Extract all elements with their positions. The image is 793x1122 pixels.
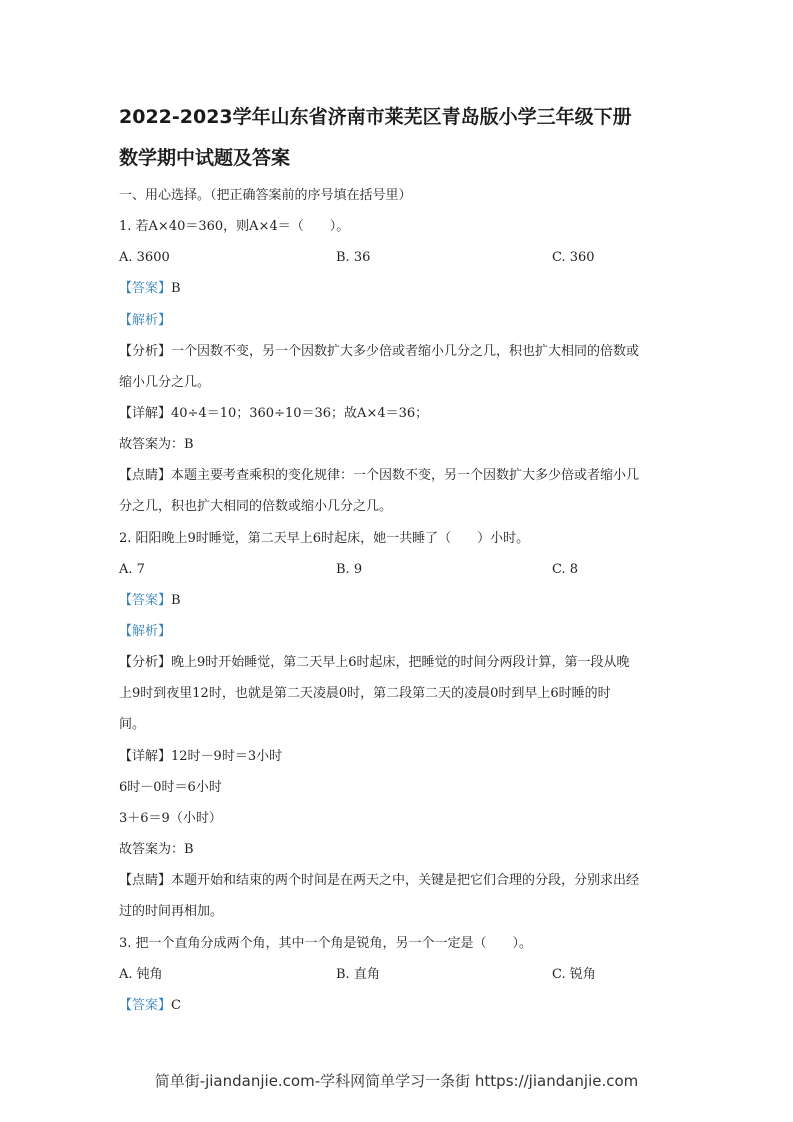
question-2-analysis-tag: 【解析】	[119, 624, 172, 639]
question-1-answer	[119, 281, 181, 297]
question-2-fenxi	[119, 655, 630, 671]
question-1-dianjing	[119, 468, 639, 484]
question-2-answer	[119, 593, 181, 609]
document-title-line1: 2022-2023学年山东省济南市莱芜区青岛版小学三年级下册	[119, 106, 632, 128]
document-title-line2: 数学期中试题及答案	[119, 147, 291, 169]
question-1-xiangjie	[119, 406, 428, 422]
question-2-fenxi-cont: 上9时到夜里12时，也就是第二天凌晨0时，第二段第二天的凌晨0时到早上6时睡的时	[119, 686, 611, 701]
dianjing-text: 本题开始和结束的两个时间是在两天之中，关键是把它们合理的分段，分别求出经	[171, 873, 640, 888]
dianjing-text: 本题主要考查乘积的变化规律：一个因数不变，另一个因数扩大多少倍或者缩小几	[171, 468, 640, 483]
fenxi-tag: 【分析】	[119, 344, 172, 359]
xiangjie-tag: 【详解】	[119, 749, 172, 764]
xiangjie-tag: 【详解】	[119, 406, 172, 421]
question-1-fenxi-cont: 缩小几分之几。	[119, 375, 211, 390]
section-heading: 一、用心选择。（把正确答案前的序号填在括号里）	[119, 188, 412, 203]
question-2-fenxi-cont2: 间。	[119, 717, 146, 732]
question-1-fenxi	[119, 344, 639, 360]
question-3-option-b: B. 直角	[336, 967, 380, 982]
question-1-stem: 1. 若A×40＝360，则A×4＝（ ）。	[119, 219, 350, 234]
answer-tag: 【答案】	[119, 593, 172, 608]
question-1-dianjing-cont: 分之几，积也扩大相同的倍数或缩小几分之几。	[119, 499, 393, 514]
question-1-final-answer: 故答案为：B	[119, 437, 194, 452]
answer-value: B	[171, 281, 181, 296]
question-3-answer	[119, 998, 181, 1014]
answer-value: B	[171, 593, 181, 608]
question-2-final-answer: 故答案为：B	[119, 842, 194, 857]
dianjing-tag: 【点睛】	[119, 468, 172, 483]
question-2-xiangjie-step2: 6时－0时＝6小时	[119, 780, 222, 795]
question-1-option-b: B. 36	[336, 250, 371, 265]
question-1-option-a: A. 3600	[119, 250, 170, 265]
question-1-analysis-tag: 【解析】	[119, 313, 172, 328]
fenxi-text: 晚上9时开始睡觉，第二天早上6时起床，把睡觉的时间分两段计算，第一段从晚	[171, 655, 630, 670]
fenxi-text: 一个因数不变，另一个因数扩大多少倍或者缩小几分之几，积也扩大相同的倍数或	[171, 344, 640, 359]
question-2-option-b: B. 9	[336, 562, 363, 577]
dianjing-tag: 【点睛】	[119, 873, 172, 888]
question-2-dianjing	[119, 873, 639, 889]
question-2-stem: 2. 阳阳晚上9时睡觉，第二天早上6时起床，她一共睡了（ ）小时。	[119, 531, 530, 546]
question-3-stem: 3. 把一个直角分成两个角，其中一个角是锐角，另一个一定是（ ）。	[119, 936, 533, 951]
fenxi-tag: 【分析】	[119, 655, 172, 670]
question-2-dianjing-cont: 过的时间再相加。	[119, 904, 224, 919]
question-2-xiangjie	[119, 749, 282, 765]
question-3-option-a: A. 钝角	[119, 967, 163, 982]
answer-tag: 【答案】	[119, 281, 172, 296]
page-footer-watermark: 简单街-jiandanjie.com-学科网简单学习一条街 https://jiandanjie.com	[154, 1072, 639, 1090]
xiangjie-text: 12时－9时＝3小时	[171, 749, 283, 764]
xiangjie-text: 40÷4＝10；360÷10＝36；故A×4＝36；	[171, 406, 429, 421]
question-1-option-c: C. 360	[552, 250, 595, 265]
answer-tag: 【答案】	[119, 998, 172, 1013]
question-2-xiangjie-step3: 3＋6＝9（小时）	[119, 811, 222, 826]
question-3-option-c: C. 锐角	[552, 967, 596, 982]
question-2-option-a: A. 7	[119, 562, 145, 577]
question-2-option-c: C. 8	[552, 562, 579, 577]
answer-value: C	[171, 998, 181, 1013]
